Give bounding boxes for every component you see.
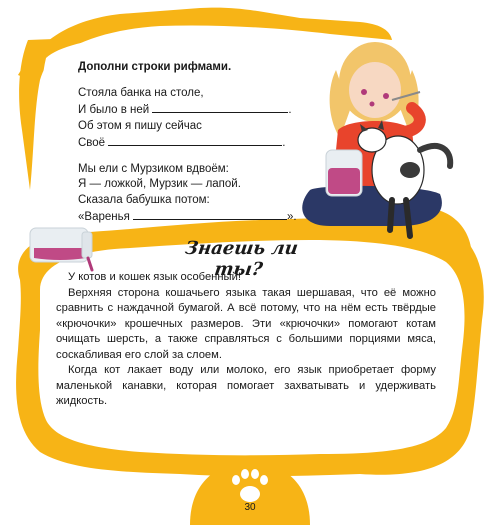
stanza-line: Своё . — [78, 134, 318, 152]
fact-paragraph: Верхняя сторона кошачьего языка такая шершавая, что её можно сравнить с наждачной бумагой. А всё потому, что на нём есть твёрдые «крючочки» крошечных размеров. Эти «крючочки» помогают котам очищать шерсть, а также справляться с большими порциями мяса, соскабливая его слой за слоем. — [56, 286, 436, 361]
stanza-line: Мы ели с Мурзиком вдвоём: — [78, 162, 229, 175]
stanza-1 — [78, 86, 318, 152]
stanza-line: Сказала бабушка потом: — [78, 193, 210, 206]
fill-in-blank[interactable] — [133, 208, 287, 220]
fact-title: Знаешь ли ты? — [183, 238, 300, 280]
exercise-heading: Дополни строки рифмами. — [78, 61, 232, 73]
fill-in-blank[interactable] — [152, 101, 288, 113]
stanza-line: Я — ложкой, Мурзик — лапой. — [78, 178, 241, 190]
fact-body — [56, 270, 436, 410]
stanza-line: Стояла банка на столе, — [78, 86, 204, 99]
stanza-line: Об этом я пишу сейчас — [78, 119, 202, 132]
stanza-line: «Варенья ». — [78, 208, 318, 226]
stanza-line: И было в ней . — [78, 101, 318, 119]
fact-paragraph: Когда кот лакает воду или молоко, его язык приобретает форму маленькой канавки, которая помогает захватывать и удерживать жидкость. — [56, 364, 436, 407]
page-number: 30 — [244, 502, 256, 513]
stanza-2 — [78, 162, 318, 226]
fill-in-blank[interactable] — [108, 134, 282, 146]
rhyme-exercise — [78, 60, 318, 226]
fact-paragraph: У котов и кошек язык особенный! — [68, 271, 241, 283]
